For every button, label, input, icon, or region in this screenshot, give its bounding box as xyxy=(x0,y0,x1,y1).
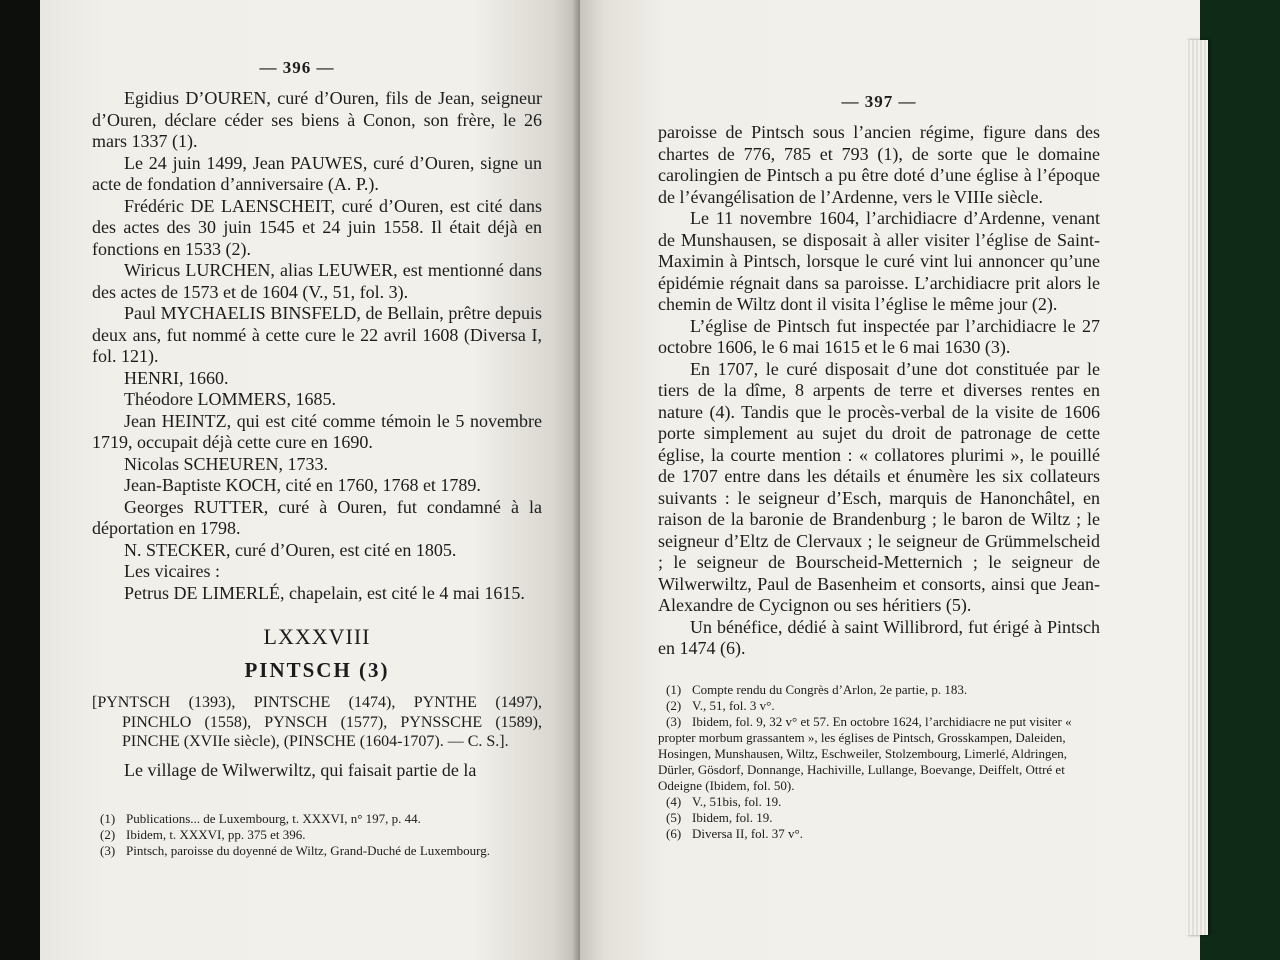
desk-right xyxy=(1200,0,1280,960)
footnote-number: (1) xyxy=(100,811,116,826)
entry-paragraph: Jean HEINTZ, qui est cité comme témoin le 5 novembre 1719, occupait déjà cette cure en 1690. xyxy=(92,410,542,452)
footnote xyxy=(92,827,542,843)
footnote-number: (2) xyxy=(100,827,116,842)
body-paragraph: paroisse de Pintsch sous l’ancien régime, figure dans des chartes de 776, 785 et 793 (1), de sorte que le domaine carolingien de Pintsch a pu être doté d’une église à l’époque de l’évangélisation de l’Ardenne, vers le VIIIe siècle. xyxy=(658,122,1100,207)
footnote-number: (6) xyxy=(666,825,682,841)
entry-paragraph: Frédéric DE LAENSCHEIT, curé d’Ouren, est cité dans des actes des 30 juin 1545 et 24 juin 1558. Il était déjà en fonctions en 1533 (2). xyxy=(92,195,542,259)
footnote-number: (2) xyxy=(666,697,682,713)
entry-paragraph: Le 24 juin 1499, Jean PAUWES, curé d’Ouren, signe un acte de fondation d’anniversaire (A. P.). xyxy=(92,152,542,194)
footnote-text: Publications... de Luxembourg, t. XXXVI, n° 197, p. 44. xyxy=(126,811,421,826)
entry-paragraph: HENRI, 1660. xyxy=(124,367,229,388)
footnote-text: V., 51bis, fol. 19. xyxy=(692,793,782,809)
footnote xyxy=(92,811,542,827)
desk-left xyxy=(0,0,40,960)
entry-paragraph: Jean-Baptiste KOCH, cité en 1760, 1768 et 1789. xyxy=(124,475,481,495)
footnote xyxy=(658,682,1100,698)
left-entries xyxy=(92,88,542,604)
footnote xyxy=(658,714,1100,794)
footnote-text: Compte rendu du Congrès d’Arlon, 2e partie, p. 183. xyxy=(692,681,968,697)
body-paragraph: Le 11 novembre 1604, l’archidiacre d’Ardenne, venant de Munshausen, se disposait à aller visiter l’église de Saint-Maximin à Pintsch, lorsque le curé vint lui annoncer qu’une épidémie régnait dans sa paroisse. L’archidiacre prit alors le chemin de Wiltz dont il visita l’église le même jour (2). xyxy=(658,208,1100,314)
footnote-text: Ibidem, fol. 9, 32 v° et 57. En octobre 1624, l’archidiacre ne put visiter « propter morbum grassantem », les églises de Pintsch, Grosskampen, Daleiden, Hosingen, Munshausen, Wiltz, Eschweiler, Stolzembourg, Limerlé, Aldringen, Dürler, Gösdorf, Donnange, Hachiville, Lullange, Boevange, Deiffelt, Ottré et Odeigne (Ibidem, fol. 50). xyxy=(658,713,1072,793)
section-aliases: [PYNTSCH (1393), PINTSCHE (1474), PYNTHE (1497), PINCHLO (1558), PYNSCH (1577), PYNSSCHE (1589), PINCHE (XVIIe siècle), (PINSCHE (1604-1707). — C. S.]. xyxy=(92,694,542,750)
footnote xyxy=(658,810,1100,826)
footnote-number: (1) xyxy=(666,681,682,697)
footnote-number: (3) xyxy=(666,713,682,729)
footnote-text: V., 51, fol. 3 v°. xyxy=(692,697,775,713)
footnotes-right xyxy=(658,682,1100,842)
entry-paragraph: Petrus DE LIMERLÉ, chapelain, est cité le 4 mai 1615. xyxy=(124,582,525,603)
entry-paragraph: Paul MYCHAELIS BINSFELD, de Bellain, prêtre depuis deux ans, fut nommé à cette cure le 22 avril 1608 (Diversa I, fol. 121). xyxy=(92,303,542,366)
footnote-text: Pintsch, paroisse du doyenné de Wiltz, Grand-Duché de Luxembourg. xyxy=(126,843,490,858)
footnote-text: Ibidem, fol. 19. xyxy=(692,809,773,825)
page-edges xyxy=(1186,40,1208,935)
body-paragraph: Un bénéfice, dédié à saint Willibrord, fut érigé à Pintsch en 1474 (6). xyxy=(658,616,1100,658)
section-title: PINTSCH (3) xyxy=(244,658,390,682)
footnote-text: Diversa II, fol. 37 v°. xyxy=(692,825,803,841)
section-number: LXXXVIII xyxy=(263,624,371,649)
body-paragraph: L’église de Pintsch fut inspectée par l’archidiacre le 27 octobre 1606, le 6 mai 1615 et le 6 mai 1630 (3). xyxy=(658,315,1100,357)
footnote xyxy=(658,698,1100,714)
page-number-left: — 396 — xyxy=(259,58,335,77)
entry-paragraph: N. STECKER, curé d’Ouren, est cité en 1805. xyxy=(124,539,457,560)
footnote xyxy=(658,826,1100,842)
footnote-number: (3) xyxy=(100,843,116,858)
left-page xyxy=(40,0,580,960)
footnote xyxy=(658,794,1100,810)
entry-paragraph: Les vicaires : xyxy=(124,561,220,581)
entry-paragraph: Wiricus LURCHEN, alias LEUWER, est mentionné dans des actes de 1573 et de 1604 (V., 51, fol. 3). xyxy=(92,260,542,302)
footnote-number: (5) xyxy=(666,809,682,825)
page-number-right: — 397 — xyxy=(841,92,917,111)
section-intro: Le village de Wilwerwiltz, qui faisait partie de la xyxy=(124,759,477,780)
entry-paragraph: Théodore LOMMERS, 1685. xyxy=(124,389,336,409)
entry-paragraph: Nicolas SCHEUREN, 1733. xyxy=(124,453,328,474)
right-page xyxy=(580,0,1200,960)
entry-paragraph: Egidius D’OUREN, curé d’Ouren, fils de Jean, seigneur d’Ouren, déclare céder ses biens à Conon, son frère, le 26 mars 1337 (1). xyxy=(92,88,542,151)
right-body xyxy=(658,122,1100,660)
footnotes-left xyxy=(92,811,542,859)
footnote-number: (4) xyxy=(666,793,682,809)
footnote-text: Ibidem, t. XXXVI, pp. 375 et 396. xyxy=(126,827,306,842)
body-paragraph: En 1707, le curé disposait d’une dot constituée par le tiers de la dîme, 8 arpents de terre et diverses rentes en nature (4). Tandis que le procès-verbal de la visite de 1606 porte simplement au sujet du droit de patronage de cette église, la courte mention : « collatores plurimi », le pouillé de 1707 entre dans les détails et énumère les six collateurs suivants : le seigneur d’Esch, marquis de Hanonchâtel, en raison de la baronie de Brandenburg ; le baron de Wiltz ; le seigneur d’Eltz de Clervaux ; le seigneur de Grümmelscheid ; le seigneur de Bourscheid-Metternich ; le seigneur de Wilwerwiltz, Paul de Basenheim et consorts, ainsi que Jean-Alexandre de Cycignon ou ses héritiers (5). xyxy=(658,358,1100,615)
entry-paragraph: Georges RUTTER, curé à Ouren, fut condamné à la déportation en 1798. xyxy=(92,496,542,538)
footnote xyxy=(92,843,542,859)
